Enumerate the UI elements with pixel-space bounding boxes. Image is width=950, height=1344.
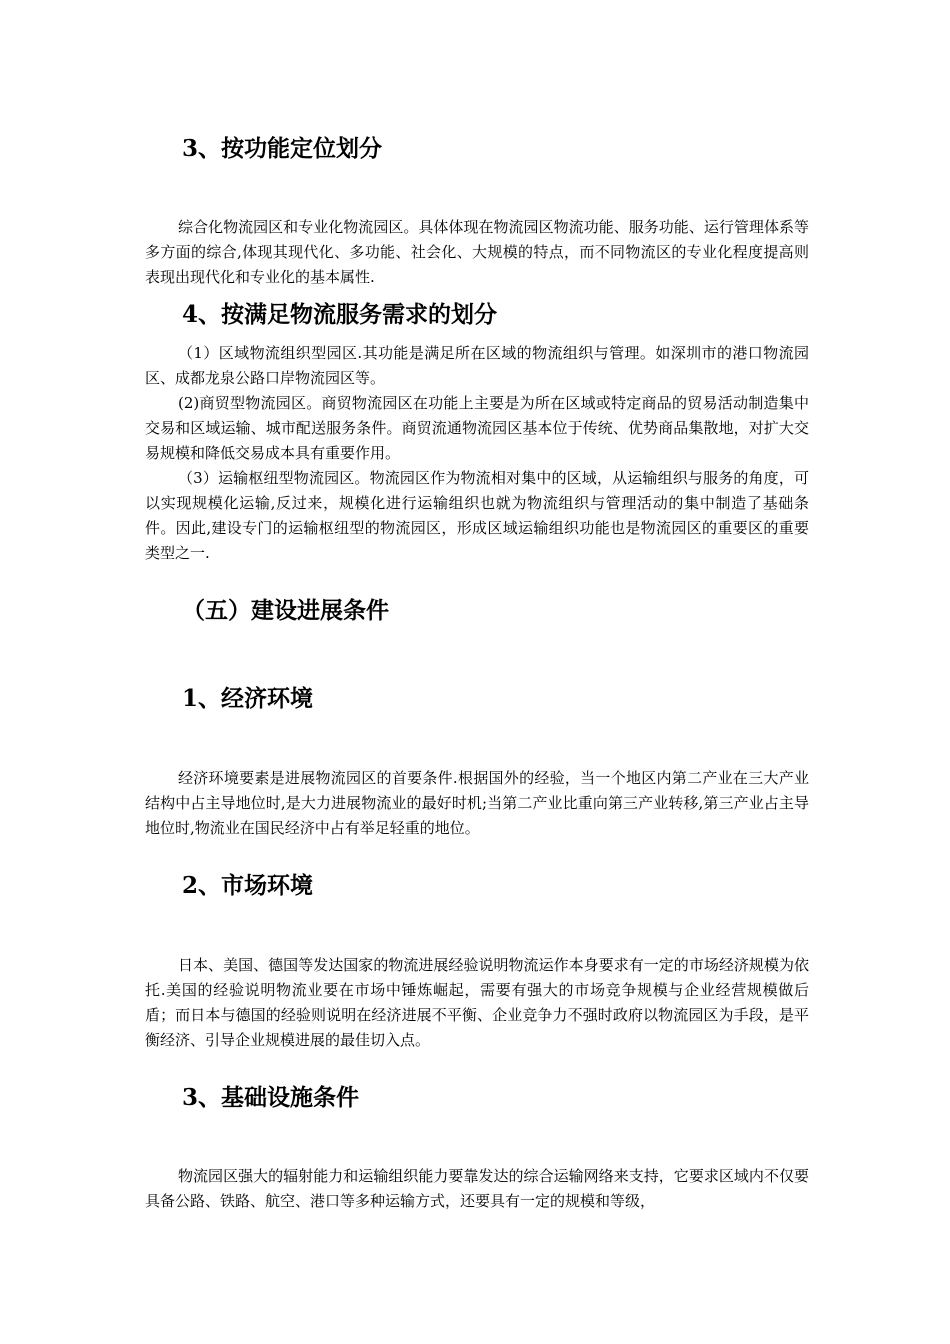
heading-market-environment: 2、市场环境: [182, 872, 314, 899]
heading-infrastructure: 3、基础设施条件: [182, 1084, 360, 1111]
paragraph-infrastructure: 物流园区强大的辐射能力和运输组织能力要靠发达的综合运输网络来支持，它要求区域内不仅要具备公路、铁路、航空、港口等多种运输方式，还要具有一定的规模和等级，: [145, 1167, 809, 1210]
paragraph-economic-environment: 经济环境要素是进展物流园区的首要条件.根据国外的经验，当一个地区内第二产业在三大产业结构中占主导地位时,是大力进展物流业的最好时机;当第二产业比重向第三产业转移,第三产业占主导地位时,物流业在国民经济中占有举足轻重的地位。: [145, 769, 809, 837]
paragraph-functional-positioning: 综合化物流园区和专业化物流园区。具体体现在物流园区物流功能、服务功能、运行管理体系等多方面的综合,体现其现代化、多功能、社会化、大规模的特点，而不同物流区的专业化程度提高则表现出现代化和专业化的基本属性.: [145, 218, 809, 286]
heading-development-conditions: （五）建设进展条件: [182, 597, 389, 624]
paragraph-market-environment: 日本、美国、德国等发达国家的物流进展经验说明物流运作本身要求有一定的市场经济规模为依托.美国的经验说明物流业要在市场中锤炼崛起，需要有强大的市场竞争规模与企业经营规模做后盾；而日本与德国的经验则说明在经济进展不平衡、企业竞争力不强时政府以物流园区为手段，是平衡经济、引导企业规模进展的最佳切入点。: [145, 956, 809, 1049]
paragraph-trade-park: (2)商贸型物流园区。商贸物流园区在功能上主要是为所在区域或特定商品的贸易活动制造集中交易和区域运输、城市配送服务条件。商贸流通物流园区基本位于传统、优势商品集散地，对扩大交易规模和降低交易成本具有重要作用。: [145, 394, 809, 462]
paragraph-regional-park: （1）区域物流组织型园区.其功能是满足所在区域的物流组织与管理。如深圳市的港口物流园区、成都龙泉公路口岸物流园区等。: [145, 344, 809, 387]
heading-service-demand: 4、按满足物流服务需求的划分: [182, 301, 498, 328]
paragraph-transport-hub-park: （3）运输枢纽型物流园区。物流园区作为物流相对集中的区域，从运输组织与服务的角度，可以实现规模化运输,反过来，规模化进行运输组织也就为物流组织与管理活动的集中制造了基础条件。因此,建设专门的运输枢纽型的物流园区，形成区域运输组织功能也是物流园区的重要区的重要类型之一.: [145, 469, 809, 562]
heading-functional-positioning: 3、按功能定位划分: [182, 135, 383, 162]
heading-economic-environment: 1、经济环境: [182, 685, 314, 712]
